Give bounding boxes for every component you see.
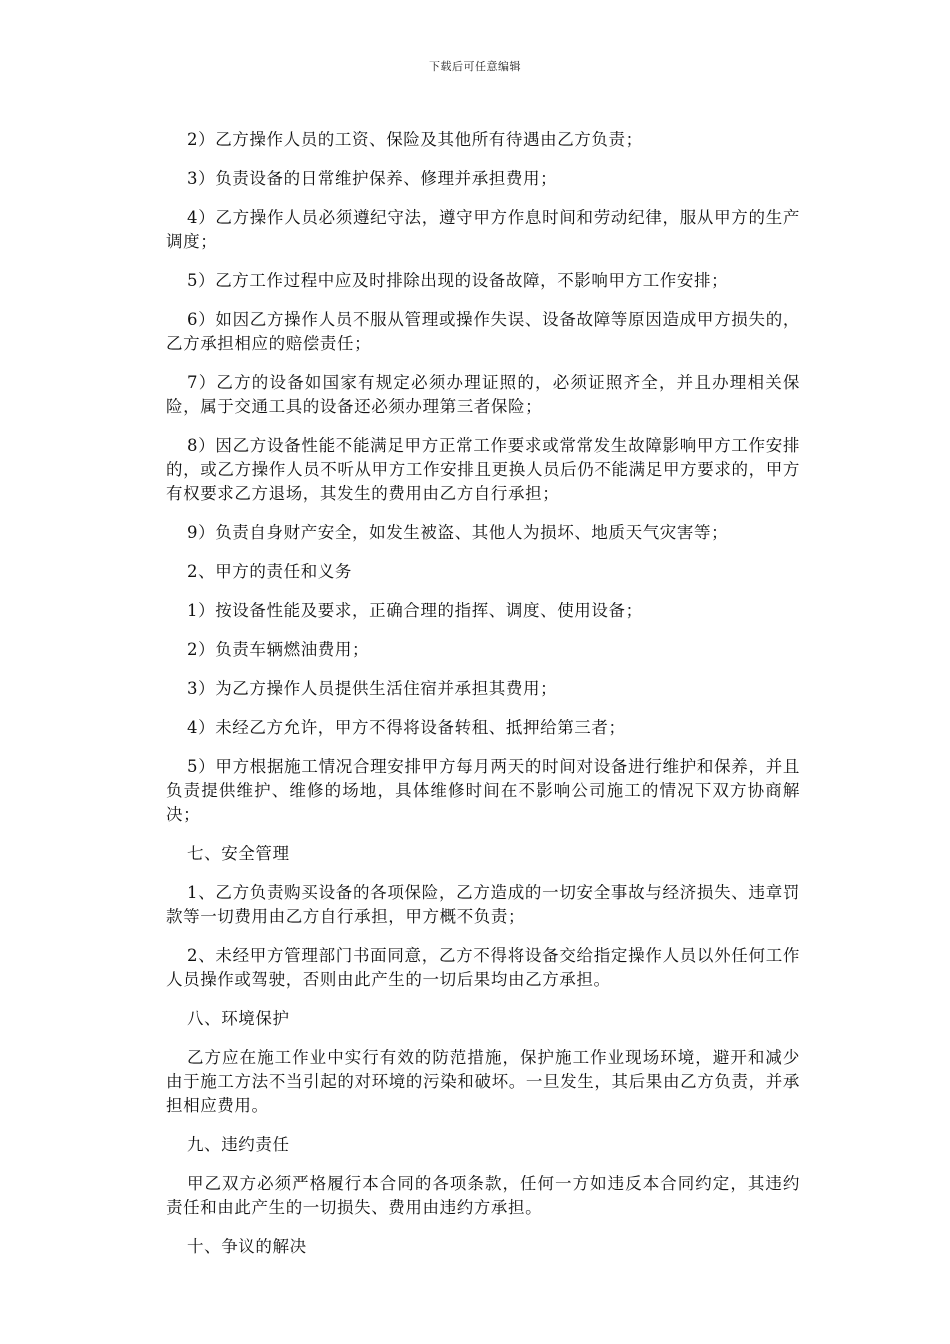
paragraph: 1、乙方负责购买设备的各项保险，乙方造成的一切安全事故与经济损失、违章罚款等一切费用由乙方自行承担，甲方概不负责； — [166, 883, 800, 926]
paragraph: 3）负责设备的日常维护保养、修理并承担费用； — [187, 169, 558, 188]
section-heading: 七、安全管理 — [187, 844, 290, 863]
paragraph: 4）未经乙方允许，甲方不得将设备转租、抵押给第三者； — [187, 718, 626, 737]
paragraph: 2）乙方操作人员的工资、保险及其他所有待遇由乙方负责； — [187, 130, 643, 149]
paragraph: 2）负责车辆燃油费用； — [187, 640, 370, 659]
paragraph: 3）为乙方操作人员提供生活住宿并承担其费用； — [187, 679, 558, 698]
section-heading: 十、争议的解决 — [187, 1237, 307, 1256]
section-heading: 2、甲方的责任和义务 — [187, 562, 352, 581]
paragraph: 5）甲方根据施工情况合理安排甲方每月两天的时间对设备进行维护和保养，并且负责提供维护、维修的场地，具体维修时间在不影响公司施工的情况下双方协商解决； — [166, 757, 800, 824]
paragraph: 2、未经甲方管理部门书面同意，乙方不得将设备交给指定操作人员以外任何工作人员操作或驾驶，否则由此产生的一切后果均由乙方承担。 — [166, 946, 800, 989]
paragraph: 5）乙方工作过程中应及时排除出现的设备故障，不影响甲方工作安排； — [187, 271, 729, 290]
page-header-note: 下载后可任意编辑 — [429, 60, 521, 73]
paragraph: 7）乙方的设备如国家有规定必须办理证照的，必须证照齐全，并且办理相关保险，属于交通工具的设备还必须办理第三者保险； — [166, 373, 800, 416]
paragraph: 4）乙方操作人员必须遵纪守法，遵守甲方作息时间和劳动纪律，服从甲方的生产调度； — [166, 208, 800, 251]
paragraph: 甲乙双方必须严格履行本合同的各项条款，任何一方如违反本合同约定，其违约责任和由此产生的一切损失、费用由违约方承担。 — [166, 1174, 800, 1217]
paragraph: 1）按设备性能及要求，正确合理的指挥、调度、使用设备； — [187, 601, 643, 620]
paragraph: 8）因乙方设备性能不能满足甲方正常工作要求或常常发生故障影响甲方工作安排的，或乙方操作人员不听从甲方工作安排且更换人员后仍不能满足甲方要求的，甲方有权要求乙方退场，其发生的费用由乙方自行承担； — [166, 436, 800, 503]
paragraph: 乙方应在施工作业中实行有效的防范措施，保护施工作业现场环境，避开和减少由于施工方法不当引起的对环境的污染和破坏。一旦发生，其后果由乙方负责，并承担相应费用。 — [166, 1048, 800, 1115]
paragraph: 6）如因乙方操作人员不服从管理或操作失误、设备故障等原因造成甲方损失的，乙方承担相应的赔偿责任； — [166, 310, 800, 353]
document-body — [166, 128, 800, 1274]
section-heading: 八、环境保护 — [187, 1009, 290, 1028]
section-heading: 九、违约责任 — [187, 1135, 290, 1154]
paragraph: 9）负责自身财产安全，如发生被盗、其他人为损坏、地质天气灾害等； — [187, 523, 729, 542]
